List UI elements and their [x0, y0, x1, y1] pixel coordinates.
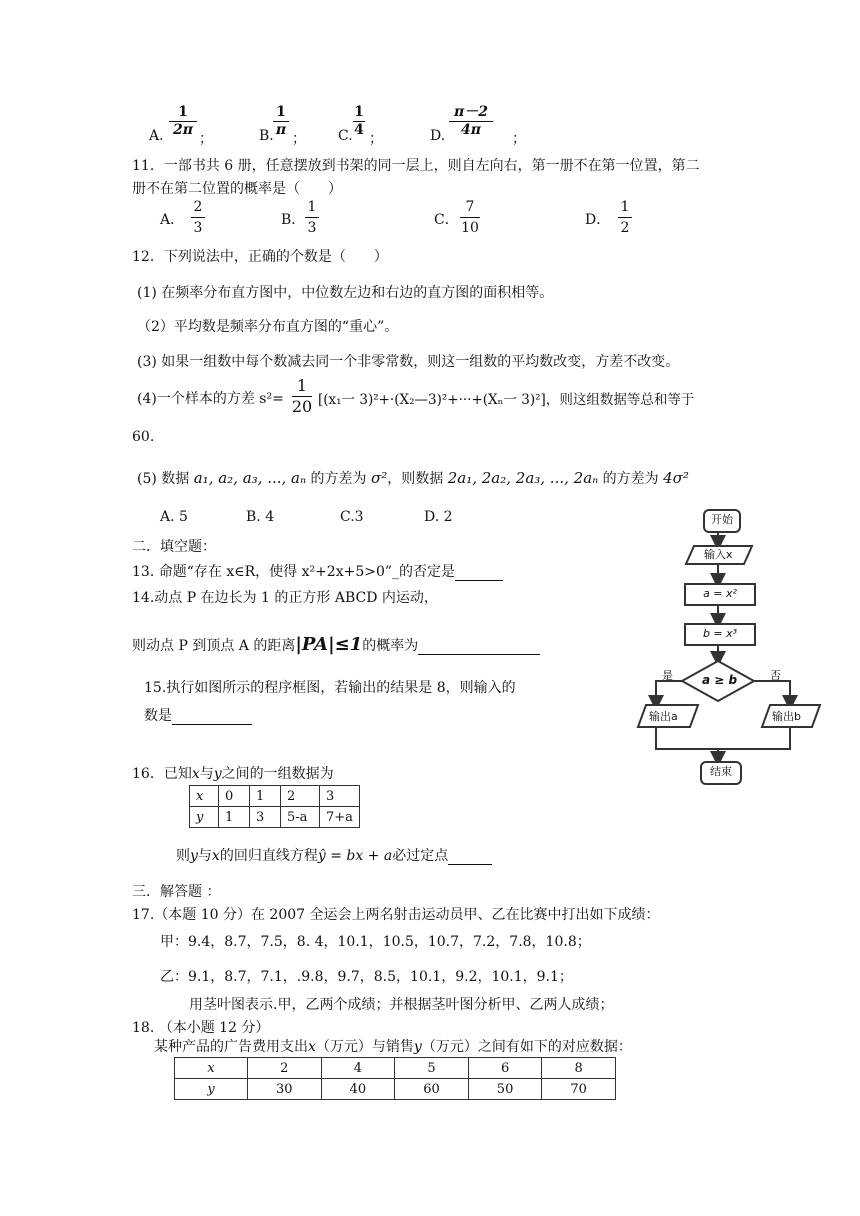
table-cell: 3: [320, 786, 360, 807]
table-cell: 60: [395, 1079, 469, 1100]
q16-line2-var-x: x: [211, 848, 220, 864]
q18-var-y: y: [413, 1039, 422, 1055]
q12-statement-4-fraction: 1 20: [291, 376, 313, 416]
q12-s5-var2: 4σ²: [663, 469, 689, 487]
flowchart-assign-b-node: b = x³: [684, 623, 756, 646]
q14-answer-blank[interactable]: [418, 640, 540, 655]
q12-statement-1: (1) 在频率分布直方图中，中位数左边和右边的直方图的面积相等。: [137, 285, 554, 301]
q12-statement-5: [137, 468, 689, 488]
q11-option-d-fraction: 1 2: [617, 197, 633, 238]
q11-stem-line1: 11．一部书共 6 册，任意摆放到书架的同一层上，则自左向右，第一册不在第一位置，第二: [132, 158, 700, 174]
q11-option-d-label: D．: [585, 212, 611, 228]
q16-stem-mid: 与: [199, 766, 214, 782]
q16-stem-suffix: 之间的一组数据为: [221, 766, 334, 782]
q12-s5-var1: σ²: [370, 469, 388, 487]
q14-line2-suffix: 的概率为: [362, 638, 419, 654]
q11-option-b-fraction: 1 3: [304, 197, 320, 238]
q18-line-suffix: （万元）之间有如下的对应数据：: [421, 1039, 632, 1055]
q12-s5-mid3: 的方差为: [602, 471, 659, 487]
table-cell: x: [190, 786, 219, 807]
q11-option-a-label: A．: [160, 212, 185, 228]
q12-statement-4-formula: [(x₁一 3)²+·(X₂—3)²+···+(Xₙ一 3)²]，则这组数据等总和等于: [318, 392, 695, 408]
q14-formula: |PA|≤1: [295, 634, 363, 655]
table-cell: 1: [250, 786, 281, 807]
q14-line2: [132, 634, 540, 655]
q16-var-y: y: [213, 766, 222, 782]
q12-s5-prefix: (5) 数据: [137, 471, 190, 487]
q10-option-a-fraction: 1 2π: [168, 104, 198, 139]
q18-var-x: x: [308, 1039, 316, 1055]
table-cell: x: [175, 1058, 248, 1079]
q10-option-d-fraction: π－2 4π: [448, 104, 494, 139]
q15-line2: [144, 705, 252, 725]
flowchart-end-node: 结束: [700, 761, 742, 785]
q11-stem-line2: 册不在第二位置的概率是（ ）: [132, 181, 342, 197]
q11-option-c-fraction: 7 10: [461, 199, 479, 236]
table-cell: 1: [219, 807, 250, 828]
q12-option-c: C.3: [340, 509, 364, 525]
flowchart-output-b-node: 输出b: [772, 710, 801, 723]
table-cell: 0: [219, 786, 250, 807]
table-cell: 70: [542, 1079, 616, 1100]
flowchart-no-label: 否: [770, 669, 781, 682]
q11-option-a-fraction: 2 3: [190, 197, 206, 238]
q13-text: 13. 命题“存在 x∈R，使得 x²+2x+5>0”_的否定是: [132, 564, 456, 580]
q16-line2-mid1: 与: [197, 848, 212, 864]
table-row: [190, 786, 360, 807]
flowchart-output-a-node: 输出a: [649, 710, 678, 723]
table-cell: 2: [281, 786, 320, 807]
q10-option-a-label: A.: [149, 128, 164, 144]
q10-option-c-fraction: 1 4: [354, 104, 364, 138]
q12-s5-data2: 2a₁, 2a₂, 2a₃, ..., 2aₙ: [447, 469, 599, 487]
q12-option-a: A. 5: [160, 509, 188, 525]
q10-option-d-label: D.: [430, 128, 446, 144]
q16-line2-mid2: 的回归直线方程: [219, 848, 318, 864]
q12-option-d: D. 2: [424, 509, 453, 525]
table-row: [175, 1079, 616, 1100]
q10-option-b-tail: ；: [292, 131, 306, 147]
q16-var-x: x: [191, 766, 200, 782]
q16-regression-equation: ŷ = bx + a: [317, 848, 393, 864]
table-cell: 5-a: [281, 807, 320, 828]
section-3-heading: 三．解答题 ：: [132, 884, 221, 900]
table-cell: 8: [542, 1058, 616, 1079]
q17-jia-scores: 甲：9.4，8.7，7.5，8. 4，10.1，10.5，10.7，7.2，7.8，10.8；: [160, 934, 591, 950]
q18-line: [154, 1036, 632, 1056]
q15-answer-blank[interactable]: [172, 710, 252, 725]
flowchart-start-node: 开始: [703, 509, 741, 533]
q13-answer-blank[interactable]: [455, 566, 503, 581]
q12-s5-data1: a₁, a₂, a₃, ..., aₙ: [193, 469, 307, 487]
q14-line1: 14.动点 P 在边长为 1 的正方形 ABCD 内运动，: [132, 590, 438, 606]
section-2-heading: 二．填空题：: [132, 539, 216, 555]
table-cell: 7+a: [320, 807, 360, 828]
q12-s5-mid1: 的方差为: [310, 471, 367, 487]
question-13: [132, 561, 503, 581]
table-row: [190, 807, 360, 828]
q18-data-table: [174, 1057, 616, 1100]
q12-statement-4-prefix: (4)一个样本的方差 s²=: [137, 391, 284, 407]
table-cell: 30: [248, 1079, 322, 1100]
q15-line2-text: 数是: [144, 708, 172, 724]
table-row: [175, 1058, 616, 1079]
flowchart-condition-node: a ≥ b: [702, 673, 738, 687]
q11-option-c-label: C．: [434, 212, 459, 228]
q16-data-table: [189, 785, 360, 828]
q11-option-b-label: B．: [281, 212, 306, 228]
table-cell: 5: [395, 1058, 469, 1079]
q10-option-b-label: B.: [259, 128, 274, 144]
table-cell: 40: [321, 1079, 395, 1100]
q16-stem-prefix: 16．已知: [132, 766, 192, 782]
q18-line-mid: （万元）与销售: [315, 1039, 414, 1055]
q17-task: 用茎叶图表示.甲，乙两个成绩；并根据茎叶图分析甲、乙两人成绩；: [189, 997, 614, 1013]
flowchart: [618, 505, 828, 790]
q16-line2-suffix: 必过定点: [392, 848, 449, 864]
q12-statement-2: （2）平均数是频率分布直方图的“重心”。: [137, 319, 399, 335]
flowchart-input-node: 输入x: [704, 548, 733, 561]
q15-line1: 15.执行如图所示的程序框图，若输出的结果是 8，则输入的: [144, 680, 516, 696]
q10-option-c-tail: ；: [369, 131, 383, 147]
table-cell: 6: [468, 1058, 542, 1079]
table-cell: y: [175, 1079, 248, 1100]
q12-s5-mid2: ，则数据: [387, 471, 444, 487]
q12-stem: 12．下列说法中，正确的个数是（ ）: [132, 249, 388, 265]
flowchart-assign-a-node: a = x²: [684, 583, 756, 606]
q18-stem: 18. （本小题 12 分）: [132, 1020, 270, 1036]
table-cell: 3: [250, 807, 281, 828]
q10-option-c-label: C.: [338, 128, 353, 144]
q14-line2-prefix: 则动点 P 到顶点 A 的距离: [132, 638, 296, 654]
q10-option-b-fraction: 1 π: [272, 104, 290, 139]
q17-stem: 17.（本题 10 分）在 2007 全运会上两名射击运动员甲、乙在比赛中打出如下成绩：: [132, 907, 660, 923]
table-cell: y: [190, 807, 219, 828]
table-cell: 50: [468, 1079, 542, 1100]
q18-line-prefix: 某种产品的广告费用支出: [154, 1039, 308, 1055]
q12-option-b: B. 4: [246, 509, 275, 525]
q12-statement-4-continuation: 60.: [132, 429, 155, 445]
q10-option-d-tail: ；: [512, 131, 526, 147]
q10-option-a-tail: ；: [199, 131, 213, 147]
q12-statement-3: (3) 如果一组数中每个数减去同一个非零常数，则这一组数的平均数改变，方差不改变。: [137, 354, 680, 370]
q17-yi-scores: 乙：9.1，8.7，7.1，.9.8，9.7，8.5，10.1，9.2，10.1，9.1；: [160, 969, 573, 985]
q16-answer-blank[interactable]: [448, 850, 492, 865]
q16-line2-var-y: y: [190, 848, 198, 864]
table-cell: 2: [248, 1058, 322, 1079]
q16-line2: [176, 845, 492, 865]
table-cell: 4: [321, 1058, 395, 1079]
flowchart-yes-label: 是: [662, 669, 673, 682]
q16-line2-prefix: 则: [176, 848, 190, 864]
q16-stem: [132, 763, 334, 783]
